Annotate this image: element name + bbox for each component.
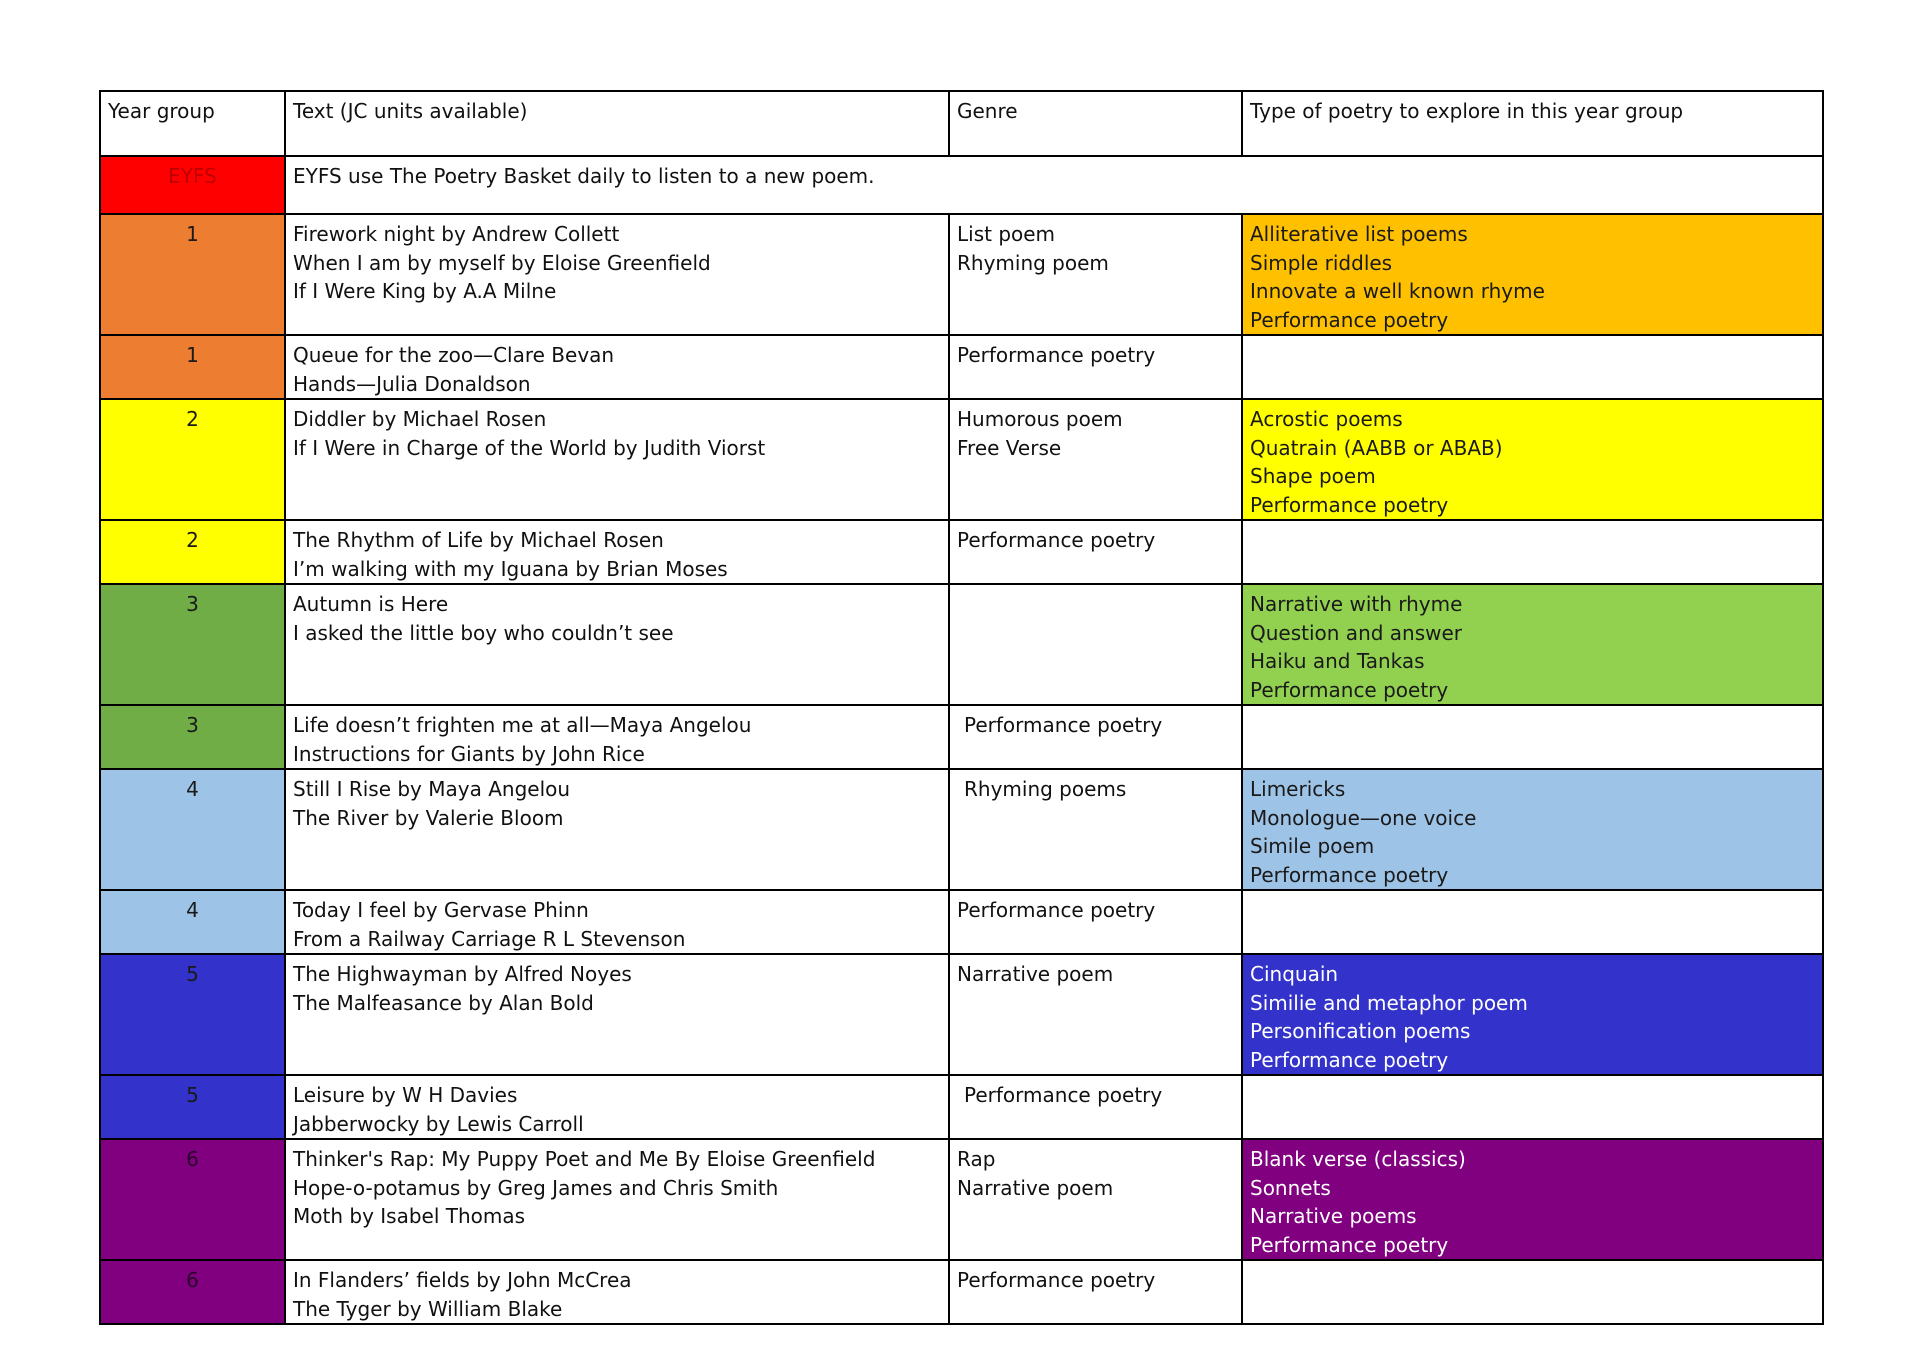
year-cell: 3 xyxy=(100,584,285,705)
table-row xyxy=(100,584,1823,705)
poetry-type-cell-line: Performance poetry xyxy=(1250,1047,1449,1072)
text-cell xyxy=(285,954,949,1075)
poetry-type-cell-line: Simile poem xyxy=(1250,834,1375,858)
poetry-type-cell xyxy=(1242,954,1823,1075)
header-text: Text (JC units available) xyxy=(285,91,949,156)
genre-cell xyxy=(949,584,1242,705)
genre-cell-line: Performance poetry xyxy=(957,1268,1156,1292)
table-header-row xyxy=(100,91,1823,156)
text-cell-line: The Rhythm of Life by Michael Rosen xyxy=(293,528,664,552)
genre-cell xyxy=(949,705,1242,769)
poetry-type-cell-line: Performance poetry xyxy=(1250,1232,1449,1257)
genre-cell-line: Rhyming poem xyxy=(957,250,1109,275)
poetry-type-cell-line: Performance poetry xyxy=(1250,677,1449,702)
genre-cell-line: Humorous poem xyxy=(957,407,1123,431)
text-cell-line: Leisure by W H Davies xyxy=(293,1083,518,1107)
table-row xyxy=(100,769,1823,890)
genre-cell-line: Performance poetry xyxy=(957,343,1156,367)
table-row xyxy=(100,399,1823,520)
text-cell xyxy=(285,335,949,399)
table-row xyxy=(100,214,1823,335)
poetry-type-cell-line: Simple riddles xyxy=(1250,250,1393,275)
genre-cell-line: Rhyming poems xyxy=(964,777,1127,801)
genre-cell xyxy=(949,769,1242,890)
text-cell-line: Moth by Isabel Thomas xyxy=(293,1204,526,1228)
poetry-type-cell-line: Personification poems xyxy=(1250,1019,1471,1043)
text-cell-line: If I Were King by A.A Milne xyxy=(293,279,557,303)
genre-cell xyxy=(949,214,1242,335)
text-cell-line: Still I Rise by Maya Angelou xyxy=(293,777,571,801)
poetry-type-cell xyxy=(1242,584,1823,705)
table-row xyxy=(100,705,1823,769)
poetry-type-cell-line: Similie and metaphor poem xyxy=(1250,990,1528,1015)
poetry-type-cell-line: Acrostic poems xyxy=(1250,407,1403,431)
text-cell-line: Queue for the zoo—Clare Bevan xyxy=(293,343,615,367)
genre-cell xyxy=(949,954,1242,1075)
year-cell: 5 xyxy=(100,1075,285,1139)
text-cell xyxy=(285,890,949,954)
year-cell: 2 xyxy=(100,520,285,584)
table-row xyxy=(100,1260,1823,1324)
poetry-type-cell-line: Cinquain xyxy=(1250,962,1339,986)
text-cell-line: Hands—Julia Donaldson xyxy=(293,371,531,396)
poetry-type-cell xyxy=(1242,1075,1823,1139)
text-cell-line: When I am by myself by Eloise Greenfield xyxy=(293,250,711,275)
text-cell-line: Life doesn’t frighten me at all—Maya Angelou xyxy=(293,713,752,737)
text-cell-line: Jabberwocky by Lewis Carroll xyxy=(293,1111,584,1136)
poetry-type-cell xyxy=(1242,335,1823,399)
text-cell-line: The Malfeasance by Alan Bold xyxy=(293,990,594,1015)
text-cell-line: If I Were in Charge of the World by Judith Viorst xyxy=(293,435,766,460)
header-poetry-type: Type of poetry to explore in this year group xyxy=(1242,91,1823,156)
text-cell-line: Thinker's Rap: My Puppy Poet and Me By Eloise Greenfield xyxy=(293,1147,876,1171)
genre-cell-line: Performance poetry xyxy=(957,528,1156,552)
genre-cell xyxy=(949,399,1242,520)
year-cell: 6 xyxy=(100,1260,285,1324)
poetry-type-cell-line: Performance poetry xyxy=(1250,492,1449,517)
genre-cell-line: Narrative poem xyxy=(957,962,1114,986)
poetry-type-cell xyxy=(1242,520,1823,584)
table-row xyxy=(100,1075,1823,1139)
text-cell xyxy=(285,399,949,520)
table-row xyxy=(100,1139,1823,1260)
poetry-type-cell xyxy=(1242,890,1823,954)
text-cell-line: Instructions for Giants by John Rice xyxy=(293,741,645,766)
table-body xyxy=(100,156,1823,1324)
text-cell-line: Diddler by Michael Rosen xyxy=(293,407,547,431)
year-cell: 6 xyxy=(100,1139,285,1260)
genre-cell-line: Rap xyxy=(957,1147,996,1171)
poetry-type-cell-line: Alliterative list poems xyxy=(1250,222,1468,246)
text-cell-line: Autumn is Here xyxy=(293,592,449,616)
genre-cell xyxy=(949,520,1242,584)
text-cell xyxy=(285,769,949,890)
poetry-type-cell-line: Monologue—one voice xyxy=(1250,805,1477,830)
poetry-type-cell-line: Blank verse (classics) xyxy=(1250,1147,1466,1171)
text-cell-line: Hope-o-potamus by Greg James and Chris Smith xyxy=(293,1175,779,1200)
text-cell-line: In Flanders’ fields by John McCrea xyxy=(293,1268,632,1292)
year-cell: 4 xyxy=(100,769,285,890)
text-cell-line: The Tyger by William Blake xyxy=(293,1296,563,1321)
poetry-type-cell-line: Quatrain (AABB or ABAB) xyxy=(1250,435,1503,460)
year-cell: EYFS xyxy=(100,156,285,214)
year-cell: 2 xyxy=(100,399,285,520)
text-cell-line: I asked the little boy who couldn’t see xyxy=(293,620,674,645)
text-cell-line: I’m walking with my Iguana by Brian Moses xyxy=(293,556,728,581)
poetry-type-cell xyxy=(1242,1139,1823,1260)
text-cell xyxy=(285,520,949,584)
text-cell-line: Firework night by Andrew Collett xyxy=(293,222,620,246)
genre-cell-line: Performance poetry xyxy=(957,898,1156,922)
text-cell-line: The Highwayman by Alfred Noyes xyxy=(293,962,632,986)
poetry-type-cell-line: Performance poetry xyxy=(1250,307,1449,332)
header-year-group: Year group xyxy=(100,91,285,156)
text-cell xyxy=(285,1260,949,1324)
poetry-type-cell-line: Haiku and Tankas xyxy=(1250,649,1425,673)
poetry-type-cell xyxy=(1242,214,1823,335)
text-cell-line: Today I feel by Gervase Phinn xyxy=(293,898,589,922)
poetry-type-cell-line: Innovate a well known rhyme xyxy=(1250,279,1545,303)
text-cell-line: The River by Valerie Bloom xyxy=(293,805,564,830)
table-row xyxy=(100,335,1823,399)
poetry-type-cell-line: Sonnets xyxy=(1250,1175,1331,1200)
text-cell xyxy=(285,705,949,769)
poetry-type-cell xyxy=(1242,705,1823,769)
table-row xyxy=(100,520,1823,584)
text-cell xyxy=(285,1075,949,1139)
genre-cell-line: Performance poetry xyxy=(964,713,1163,737)
poetry-type-cell xyxy=(1242,769,1823,890)
poetry-type-cell-line: Narrative poems xyxy=(1250,1204,1417,1228)
table-row xyxy=(100,890,1823,954)
poetry-type-cell xyxy=(1242,399,1823,520)
poetry-curriculum-table xyxy=(99,90,1824,1325)
genre-cell xyxy=(949,335,1242,399)
poetry-type-cell-line: Question and answer xyxy=(1250,620,1463,645)
poetry-type-cell-line: Limericks xyxy=(1250,777,1346,801)
header-genre: Genre xyxy=(949,91,1242,156)
poetry-type-cell-line: Performance poetry xyxy=(1250,862,1449,887)
eyfs-text-cell: EYFS use The Poetry Basket daily to listen to a new poem. xyxy=(285,156,1823,214)
poetry-type-cell-line: Narrative with rhyme xyxy=(1250,592,1463,616)
text-cell xyxy=(285,1139,949,1260)
genre-cell xyxy=(949,890,1242,954)
year-cell: 4 xyxy=(100,890,285,954)
eyfs-row xyxy=(100,156,1823,214)
genre-cell-line: Free Verse xyxy=(957,435,1062,460)
year-cell: 1 xyxy=(100,335,285,399)
year-cell: 1 xyxy=(100,214,285,335)
poetry-type-cell xyxy=(1242,1260,1823,1324)
year-cell: 3 xyxy=(100,705,285,769)
genre-cell-line: Performance poetry xyxy=(964,1083,1163,1107)
year-cell: 5 xyxy=(100,954,285,1075)
genre-cell-line: Narrative poem xyxy=(957,1175,1114,1200)
genre-cell xyxy=(949,1260,1242,1324)
text-cell-line: From a Railway Carriage R L Stevenson xyxy=(293,926,686,951)
poetry-type-cell-line: Shape poem xyxy=(1250,464,1376,488)
text-cell xyxy=(285,214,949,335)
genre-cell xyxy=(949,1075,1242,1139)
text-cell xyxy=(285,584,949,705)
genre-cell xyxy=(949,1139,1242,1260)
genre-cell-line: List poem xyxy=(957,222,1056,246)
table-row xyxy=(100,954,1823,1075)
